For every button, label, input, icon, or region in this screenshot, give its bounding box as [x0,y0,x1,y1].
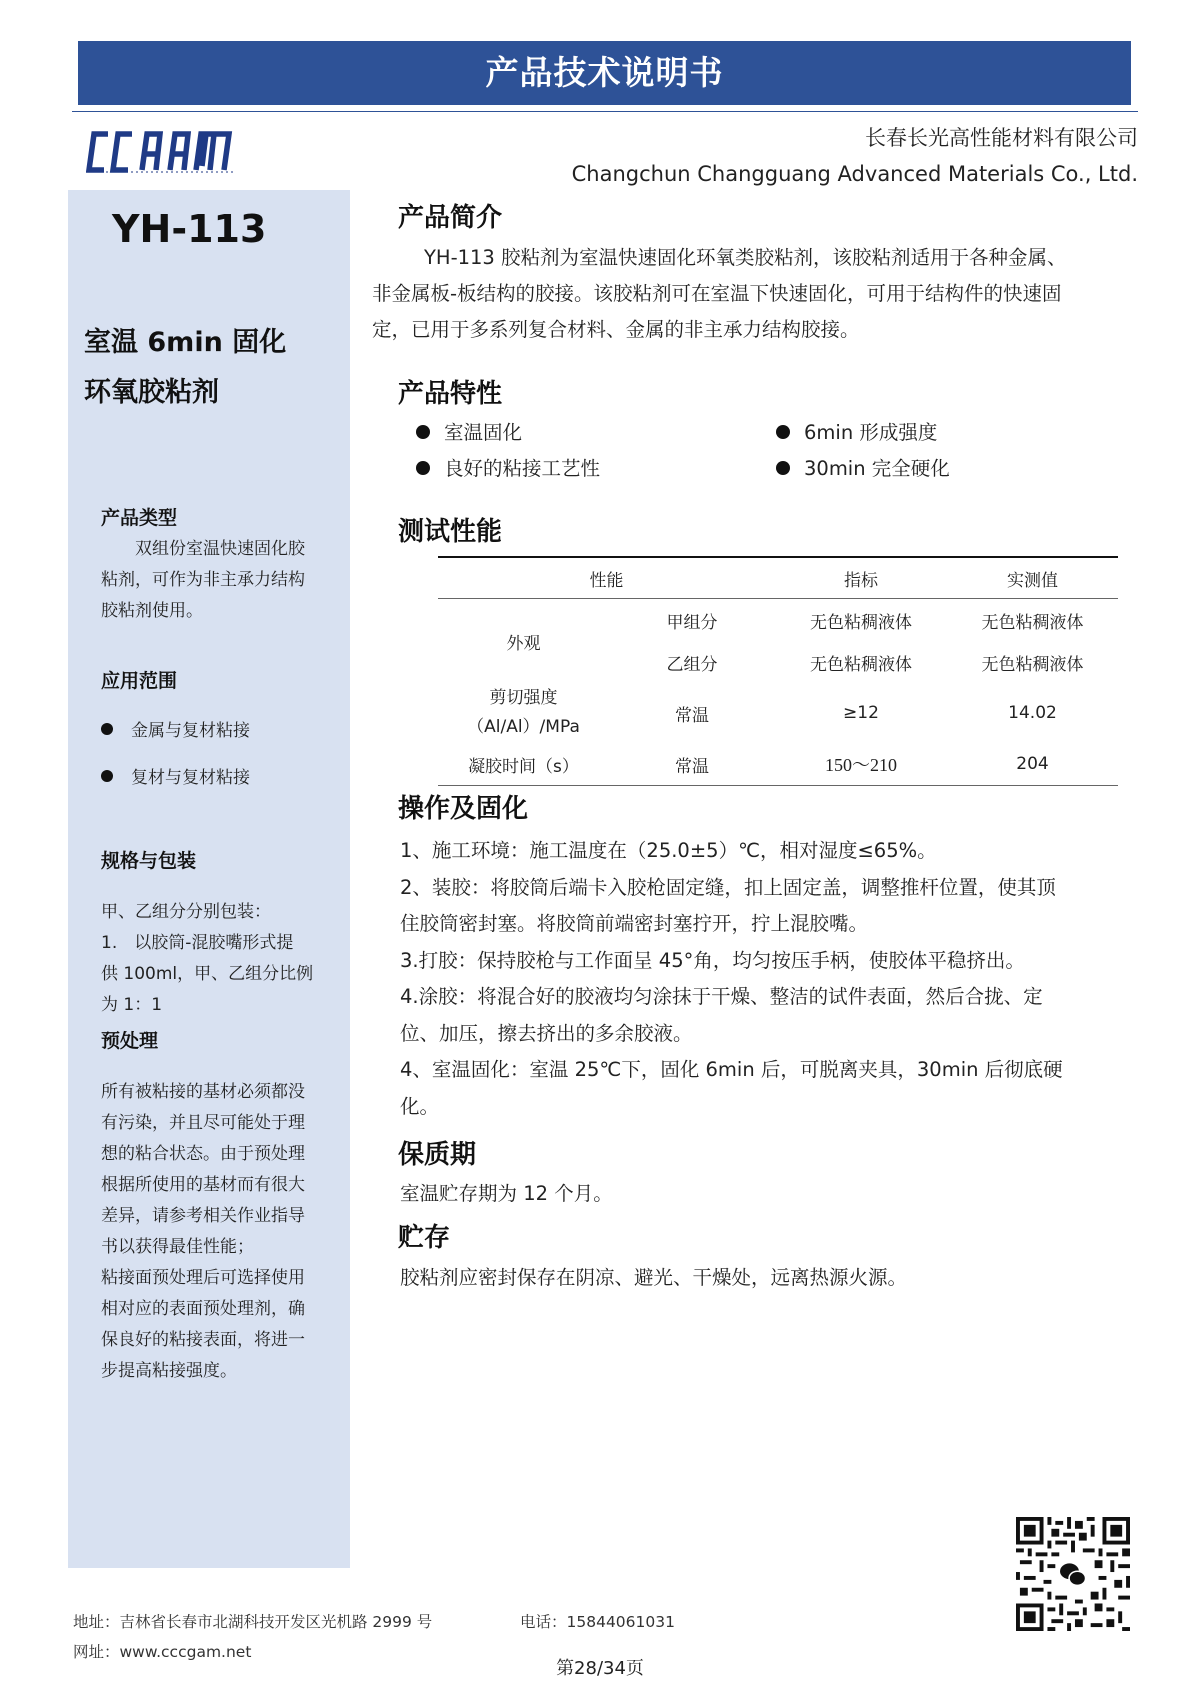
bullet-icon [416,461,430,475]
pretreatment-line: 粘接面预处理后可选择使用 [101,1268,305,1288]
operation-line: 4、室温固化：室温 25℃下，固化 6min 后，可脱离夹具，30min 后彻底硬 [400,1058,1063,1081]
table-cell-condition: 常温 [675,705,709,726]
product-model: YH-113 [112,207,267,251]
table-row [438,599,1118,642]
operation-line: 化。 [400,1094,440,1118]
table-row [438,743,1118,786]
product-title-line-1: 室温 6min 固化 [84,327,287,358]
wechat-qr-code [1016,1517,1130,1631]
product-type-line: 双组份室温快速固化胶 [135,539,305,559]
packaging-line: 供 100ml，甲、乙组分比例 [101,964,314,984]
operation-line: 住胶筒密封塞。将胶筒前端密封塞拧开，拧上混胶嘴。 [400,912,869,935]
storage-heading: 贮存 [398,1223,451,1253]
company-name [572,120,1138,192]
table-cell-spec: ≥12 [843,703,879,723]
feature-label: 6min 形成强度 [804,421,938,444]
pretreatment-line: 保良好的粘接表面，将进一 [101,1330,305,1350]
product-type-text [101,534,331,627]
pretreatment-line: 差异，请参考相关作业指导 [101,1206,305,1226]
table-cell-property-line: （Al/Al）/MPa [467,717,580,737]
table-row [438,683,1118,743]
application-item [101,716,250,741]
packaging-text [101,897,331,1021]
intro-text [372,240,1142,348]
company-logo [86,126,236,178]
feature-label: 室温固化 [444,421,523,444]
operation-line: 1、施工环境：施工温度在（25.0±5）℃，相对湿度≤65%。 [400,839,937,862]
table-header-value: 实测值 [947,557,1118,599]
product-type-line: 粘剂，可作为非主承力结构 [101,570,305,590]
feature-item [776,453,950,481]
table-cell-spec: 无色粘稠液体 [810,654,912,675]
table-cell-condition: 甲组分 [666,612,718,633]
feature-label: 良好的粘接工艺性 [444,457,601,480]
table-cell-property: 凝胶时间（s） [438,743,609,786]
bullet-icon [416,425,430,439]
shelf-life-text: 室温贮存期为 12 个月。 [400,1182,613,1205]
company-name-cn: 长春长光高性能材料有限公司 [865,126,1138,150]
page-number: 第28/34页 [556,1658,644,1679]
pretreatment-line: 书以获得最佳性能； [101,1237,254,1257]
table-cell-spec: 无色粘稠液体 [810,612,912,633]
pretreatment-line: 根据所使用的基材而有很大 [101,1175,305,1195]
pretreatment-line: 相对应的表面预处理剂，确 [101,1299,305,1319]
features-heading: 产品特性 [398,379,503,409]
pretreatment-line: 所有被粘接的基材必须都没 [101,1082,305,1102]
operation-line: 位、加压，擦去挤出的多余胶液。 [400,1021,693,1045]
intro-line: YH-113 胶粘剂为室温快速固化环氧类胶粘剂，该胶粘剂适用于各种金属、 [424,246,1067,269]
operation-line: 3.打胶：保持胶枪与工作面呈 45°角，均匀按压手柄，使胶体平稳挤出。 [400,948,1025,972]
intro-line: 非金属板-板结构的胶接。该胶粘剂可在室温下快速固化，可用于结构件的快速固 [372,282,1062,305]
product-title [84,318,286,418]
table-cell-property-line: 剪切强度 [489,688,558,708]
table-cell-condition: 常温 [609,743,775,786]
header-divider [72,111,1138,112]
bullet-icon [776,425,790,439]
pretreatment-line: 想的粘合状态。由于预处理 [101,1144,305,1164]
storage-text: 胶粘剂应密封保存在阴凉、避光、干燥处，远离热源火源。 [400,1266,908,1289]
pretreatment-line: 步提高粘接强度。 [101,1361,237,1381]
feature-label: 30min 完全硬化 [804,457,950,480]
packaging-line: 为 1：1 [101,995,163,1015]
intro-line: 定，已用于多系列复合材料、金属的非主承力结构胶接。 [372,318,860,341]
table-cell-property: 外观 [506,633,541,654]
table-cell-value: 无色粘稠液体 [981,612,1084,633]
operation-heading: 操作及固化 [398,794,529,824]
bullet-icon [101,723,113,735]
application-item [101,763,250,788]
table-cell-spec: 150～210 [775,743,947,786]
test-heading: 测试性能 [398,517,503,547]
table-cell-value: 无色粘稠液体 [981,654,1084,675]
shelf-life-heading: 保质期 [398,1140,477,1170]
table-cell-value: 204 [947,743,1118,786]
bullet-icon [776,461,790,475]
footer-website: 网址：www.cccgam.net [73,1643,252,1661]
operation-text [400,833,1130,1125]
pretreatment-text [101,1077,331,1387]
footer-address: 地址：吉林省长春市北湖科技开发区光机路 2999 号 [73,1613,433,1631]
product-type-heading: 产品类型 [101,507,178,529]
packaging-heading: 规格与包装 [101,850,197,872]
table-header-spec: 指标 [775,557,947,599]
operation-line: 2、装胶：将胶筒后端卡入胶枪固定缝，扣上固定盖，调整推杆位置，使其顶 [400,875,1056,899]
feature-item [776,417,937,445]
pretreatment-line: 有污染，并且尽可能处于理 [101,1113,305,1133]
table-header-row [438,557,1118,599]
feature-item [416,417,522,445]
table-cell-value: 14.02 [1008,703,1057,723]
performance-table [438,556,1118,786]
product-title-line-2: 环氧胶粘剂 [84,377,219,408]
feature-item [416,453,600,481]
product-type-line: 胶粘剂使用。 [101,601,203,621]
packaging-line: 甲、乙组分分别包装： [101,902,271,922]
application-heading: 应用范围 [101,670,178,692]
table-cell-condition: 乙组分 [666,654,718,675]
packaging-line: 1. 以胶筒-混胶嘴形式提 [101,933,294,953]
intro-heading: 产品简介 [398,203,503,233]
operation-line: 4.涂胶：将混合好的胶液均匀涂抹于干燥、整洁的试件表面，然后合拢、定 [400,985,1043,1008]
application-item-label: 复材与复材粘接 [131,768,250,788]
footer-phone: 电话：15844061031 [520,1613,675,1631]
bullet-icon [101,770,113,782]
application-item-label: 金属与复材粘接 [131,721,250,741]
table-header-property: 性能 [438,557,775,599]
company-name-en: Changchun Changguang Advanced Materials Co., Ltd. [571,162,1138,186]
pretreatment-heading: 预处理 [101,1030,159,1052]
document-title-banner: 产品技术说明书 [78,41,1131,105]
table-cell-property [438,683,609,743]
